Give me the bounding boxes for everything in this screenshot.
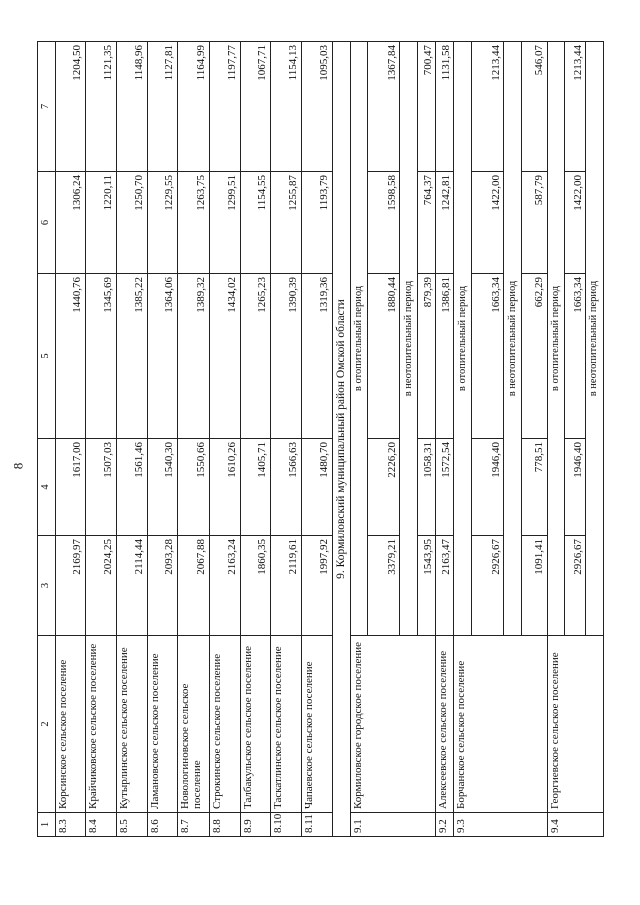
value-cell: 2163,24 (209, 536, 240, 636)
value-cell: 1213,44 (565, 42, 586, 172)
value-cell: 1299,51 (209, 172, 240, 274)
row-id: 8.8 (209, 813, 240, 837)
value-cell: 1319,36 (301, 274, 332, 439)
header-col-1: 1 (38, 813, 56, 837)
value-cell: 1946,40 (472, 439, 504, 536)
value-cell: 1385,22 (116, 274, 147, 439)
period-row (350, 42, 368, 837)
value-cell: 2093,28 (147, 536, 177, 636)
value-cell: 1127,81 (147, 42, 177, 172)
settlement-name: Борчанское сельское поселение (454, 636, 547, 813)
value-cell: 546,07 (522, 42, 547, 172)
table-row (436, 42, 454, 837)
value-cell: 1364,06 (147, 274, 177, 439)
value-cell: 2926,67 (565, 536, 586, 636)
settlement-name: Кутырлинское сельское поселение (116, 636, 147, 813)
section-row (332, 42, 350, 837)
settlement-name: Чапаевское сельское поселение (301, 636, 332, 813)
table-row (209, 42, 240, 837)
header-col-7: 7 (38, 42, 56, 172)
value-cell: 1390,39 (270, 274, 301, 439)
value-cell: 1095,03 (301, 42, 332, 172)
value-cell: 662,29 (522, 274, 547, 439)
section-9-title: 9. Кормиловский муниципальный район Омской области (332, 42, 350, 837)
row-id: 8.3 (55, 813, 85, 837)
row-id: 8.5 (116, 813, 147, 837)
row-id: 8.9 (240, 813, 270, 837)
period-nonheating-label: в неотопительный период (586, 42, 604, 636)
table-row (116, 42, 147, 837)
value-cell: 1250,70 (116, 172, 147, 274)
value-cell: 1663,34 (472, 274, 504, 439)
value-cell: 2119,61 (270, 536, 301, 636)
value-cell: 1566,63 (270, 439, 301, 536)
value-cell: 1860,35 (240, 536, 270, 636)
period-row (454, 42, 472, 837)
value-cell: 1540,30 (147, 439, 177, 536)
settlement-name: Корсинское сельское поселение (55, 636, 85, 813)
tariff-table (37, 41, 604, 837)
value-cell: 879,39 (418, 274, 436, 439)
settlement-name: Строкинское сельское поселение (209, 636, 240, 813)
value-cell: 2024,25 (85, 536, 116, 636)
rotated-table-wrapper (37, 42, 604, 837)
value-cell: 1164,99 (177, 42, 209, 172)
page-number: 8 (10, 462, 26, 470)
value-cell: 2226,20 (368, 439, 400, 536)
value-cell: 1367,84 (368, 42, 400, 172)
settlement-name: Алексеевское сельское поселение (436, 636, 454, 813)
value-cell: 1617,00 (55, 439, 85, 536)
value-cell: 1131,58 (436, 42, 454, 172)
settlement-name: Георгиевское сельское поселение (547, 636, 603, 813)
value-cell: 1386,81 (436, 274, 454, 439)
value-cell: 1946,40 (565, 439, 586, 536)
value-cell: 1507,03 (85, 439, 116, 536)
value-cell: 700,47 (418, 42, 436, 172)
value-cell: 1997,92 (301, 536, 332, 636)
value-cell: 1265,23 (240, 274, 270, 439)
value-cell: 2926,67 (472, 536, 504, 636)
value-cell: 2163,47 (436, 536, 454, 636)
value-cell: 1561,46 (116, 439, 147, 536)
value-cell: 1543,95 (418, 536, 436, 636)
value-cell: 1058,31 (418, 439, 436, 536)
value-cell: 2067,88 (177, 536, 209, 636)
period-heating-label: в отопительный период (350, 42, 368, 636)
value-cell: 1598,58 (368, 172, 400, 274)
settlement-name: Крайчиковское сельское поселение (85, 636, 116, 813)
row-id: 9.4 (547, 813, 603, 837)
value-cell: 1067,71 (240, 42, 270, 172)
value-cell: 1263,75 (177, 172, 209, 274)
value-cell: 778,51 (522, 439, 547, 536)
value-cell: 2114,44 (116, 536, 147, 636)
settlement-name: Новологиновское сельское поселение (177, 636, 209, 813)
value-cell: 764,37 (418, 172, 436, 274)
value-cell: 1204,50 (55, 42, 85, 172)
row-id: 9.2 (436, 813, 454, 837)
value-cell: 1242,81 (436, 172, 454, 274)
value-cell: 1193,79 (301, 172, 332, 274)
table-row (240, 42, 270, 837)
value-cell: 3379,21 (368, 536, 400, 636)
value-cell: 1422,00 (565, 172, 586, 274)
table-row (85, 42, 116, 837)
value-cell: 587,79 (522, 172, 547, 274)
value-cell: 1220,11 (85, 172, 116, 274)
table-row (301, 42, 332, 837)
value-cell: 1389,32 (177, 274, 209, 439)
value-cell: 1213,44 (472, 42, 504, 172)
period-row (547, 42, 565, 837)
value-cell: 1663,34 (565, 274, 586, 439)
value-cell: 1154,13 (270, 42, 301, 172)
value-cell: 2169,97 (55, 536, 85, 636)
value-cell: 1440,76 (55, 274, 85, 439)
value-cell: 1121,35 (85, 42, 116, 172)
period-nonheating-label: в неотопительный период (400, 42, 418, 636)
row-id: 8.11 (301, 813, 332, 837)
header-row (38, 42, 56, 837)
row-id: 8.7 (177, 813, 209, 837)
row-id: 9.1 (350, 813, 436, 837)
period-nonheating-label: в неотопительный период (504, 42, 522, 636)
header-col-4: 4 (38, 439, 56, 536)
row-id: 8.10 (270, 813, 301, 837)
value-cell: 1306,24 (55, 172, 85, 274)
row-id: 8.4 (85, 813, 116, 837)
value-cell: 1255,87 (270, 172, 301, 274)
settlement-name: Талбакульское сельское поселение (240, 636, 270, 813)
table-row (55, 42, 85, 837)
row-id: 8.6 (147, 813, 177, 837)
value-cell: 1422,00 (472, 172, 504, 274)
value-cell: 1154,55 (240, 172, 270, 274)
value-cell: 1610,26 (209, 439, 240, 536)
value-cell: 1405,71 (240, 439, 270, 536)
header-col-2: 2 (38, 636, 56, 813)
value-cell: 1434,02 (209, 274, 240, 439)
row-id: 9.3 (454, 813, 547, 837)
period-heating-label: в отопительный период (454, 42, 472, 636)
settlement-name: Кормиловское городское поселение (350, 636, 436, 813)
value-cell: 1229,55 (147, 172, 177, 274)
value-cell: 1148,96 (116, 42, 147, 172)
header-col-5: 5 (38, 274, 56, 439)
value-cell: 1880,44 (368, 274, 400, 439)
header-col-3: 3 (38, 536, 56, 636)
value-cell: 1572,54 (436, 439, 454, 536)
value-cell: 1480,70 (301, 439, 332, 536)
value-cell: 1345,69 (85, 274, 116, 439)
period-heating-label: в отопительный период (547, 42, 565, 636)
settlement-name: Таскатлинское сельское поселение (270, 636, 301, 813)
value-cell: 1091,41 (522, 536, 547, 636)
table-row (177, 42, 209, 837)
value-cell: 1550,66 (177, 439, 209, 536)
table-row (147, 42, 177, 837)
table-row (270, 42, 301, 837)
header-col-6: 6 (38, 172, 56, 274)
settlement-name: Ламановское сельское поселение (147, 636, 177, 813)
value-cell: 1197,77 (209, 42, 240, 172)
